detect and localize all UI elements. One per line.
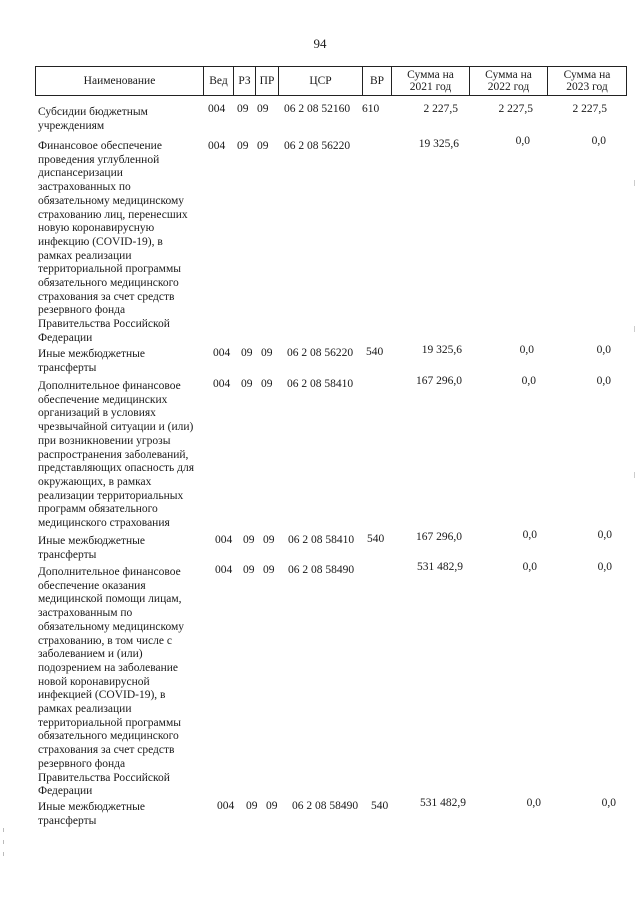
row-name: Дополнительное финансовое обеспечение оказания медицинской помощи лицам, застрахованным по обязательному медицинскому страхованию, в том числе с заболеванием и (или) подозрением на заболевание новой коронавирусной инфекцией (COVID-19), в рамках реализации территориальной программы обязательного медицинского страхования за счет средств резервного фонда Правительства Российской Федерации xyxy=(38,566,185,798)
row-rz: 09 xyxy=(246,800,258,812)
row-ved: 004 xyxy=(215,534,233,546)
row-name: Субсидии бюджетным учреждениям xyxy=(38,106,148,132)
row-ved: 004 xyxy=(217,800,235,812)
column-header-csr: ЦСР xyxy=(278,67,362,95)
row-vr: 540 xyxy=(366,346,384,358)
row-csr: 06 2 08 58490 xyxy=(288,564,355,576)
row-pr: 09 xyxy=(266,800,278,812)
row-sum-2022: 0,0 xyxy=(515,135,530,147)
row-ved: 004 xyxy=(213,347,231,359)
row-csr: 06 2 08 58410 xyxy=(287,378,354,390)
row-pr: 09 xyxy=(263,564,275,576)
row-csr: 06 2 08 56220 xyxy=(284,140,351,152)
scan-margin-marks xyxy=(3,820,6,880)
scan-edge-marks xyxy=(634,180,637,600)
row-vr: 540 xyxy=(367,533,385,545)
row-sum-2023: 2 227,5 xyxy=(572,103,607,115)
row-sum-2023: 0,0 xyxy=(597,529,612,541)
row-rz: 09 xyxy=(237,140,249,152)
row-sum-2021: 531 482,9 xyxy=(420,797,466,809)
table-header xyxy=(35,66,627,96)
row-sum-2021: 167 296,0 xyxy=(416,375,462,387)
row-csr: 06 2 08 58410 xyxy=(288,534,355,546)
row-sum-2021: 2 227,5 xyxy=(423,103,458,115)
row-sum-2021: 167 296,0 xyxy=(416,531,462,543)
row-ved: 004 xyxy=(208,103,226,115)
row-name: Иные межбюджетные трансферты xyxy=(38,348,145,374)
row-sum-2021: 19 325,6 xyxy=(418,138,459,150)
row-sum-2023: 0,0 xyxy=(596,375,611,387)
column-header-sum-2023: Сумма на 2023 год xyxy=(547,67,626,95)
row-sum-2022: 0,0 xyxy=(522,529,537,541)
row-name: Дополнительное финансовое обеспечение медицинских организаций в условиях чрезвычайной ситуации и (или) при возникновении угрозы распространения заболеваний, представляющих опасность для окружающих, в рамках реализации территориальных программ обязательного медицинского страхования xyxy=(38,380,195,530)
row-name: Финансовое обеспечение проведения углубленной диспансеризации застрахованных по обязательному медицинскому страхованию лиц, перенесших новую коронавирусную инфекцию (COVID-19), в рамках реализации территориальной программы обязательного медицинского страхования за счет средств резервного фонда Правительства Российской Федерации xyxy=(38,140,188,344)
row-rz: 09 xyxy=(237,103,249,115)
row-sum-2022: 2 227,5 xyxy=(498,103,533,115)
row-sum-2022: 0,0 xyxy=(522,561,537,573)
row-name: Иные межбюджетные трансферты xyxy=(38,535,145,561)
row-csr: 06 2 08 58490 xyxy=(292,800,359,812)
row-ved: 004 xyxy=(208,140,226,152)
row-vr: 540 xyxy=(371,800,389,812)
row-pr: 09 xyxy=(263,534,275,546)
column-header-sum-2022: Сумма на 2022 год xyxy=(469,67,547,95)
row-name: Иные межбюджетные трансферты xyxy=(38,801,145,827)
row-pr: 09 xyxy=(261,347,273,359)
row-ved: 004 xyxy=(213,378,231,390)
row-sum-2021: 531 482,9 xyxy=(417,561,463,573)
column-header-rz: РЗ xyxy=(233,67,255,95)
column-header-vr: ВР xyxy=(362,67,391,95)
column-header-name: Наименование xyxy=(83,75,156,87)
row-csr: 06 2 08 56220 xyxy=(287,347,354,359)
row-sum-2023: 0,0 xyxy=(591,135,606,147)
row-rz: 09 xyxy=(241,378,253,390)
page-number: 94 xyxy=(313,36,327,51)
row-rz: 09 xyxy=(243,564,255,576)
row-ved: 004 xyxy=(215,564,233,576)
row-pr: 09 xyxy=(257,140,269,152)
row-sum-2023: 0,0 xyxy=(596,344,611,356)
row-sum-2022: 0,0 xyxy=(519,344,534,356)
column-header-pr: ПР xyxy=(255,67,278,95)
row-rz: 09 xyxy=(241,347,253,359)
row-pr: 09 xyxy=(261,378,273,390)
row-pr: 09 xyxy=(257,103,269,115)
row-sum-2022: 0,0 xyxy=(526,797,541,809)
row-sum-2021: 19 325,6 xyxy=(421,344,462,356)
row-rz: 09 xyxy=(243,534,255,546)
row-sum-2023: 0,0 xyxy=(597,561,612,573)
row-sum-2023: 0,0 xyxy=(601,797,616,809)
row-vr: 610 xyxy=(362,103,380,115)
column-header-ved: Вед xyxy=(203,67,233,95)
row-csr: 06 2 08 52160 xyxy=(284,103,351,115)
row-sum-2022: 0,0 xyxy=(521,375,536,387)
column-header-sum-2021: Сумма на 2021 год xyxy=(391,67,469,95)
